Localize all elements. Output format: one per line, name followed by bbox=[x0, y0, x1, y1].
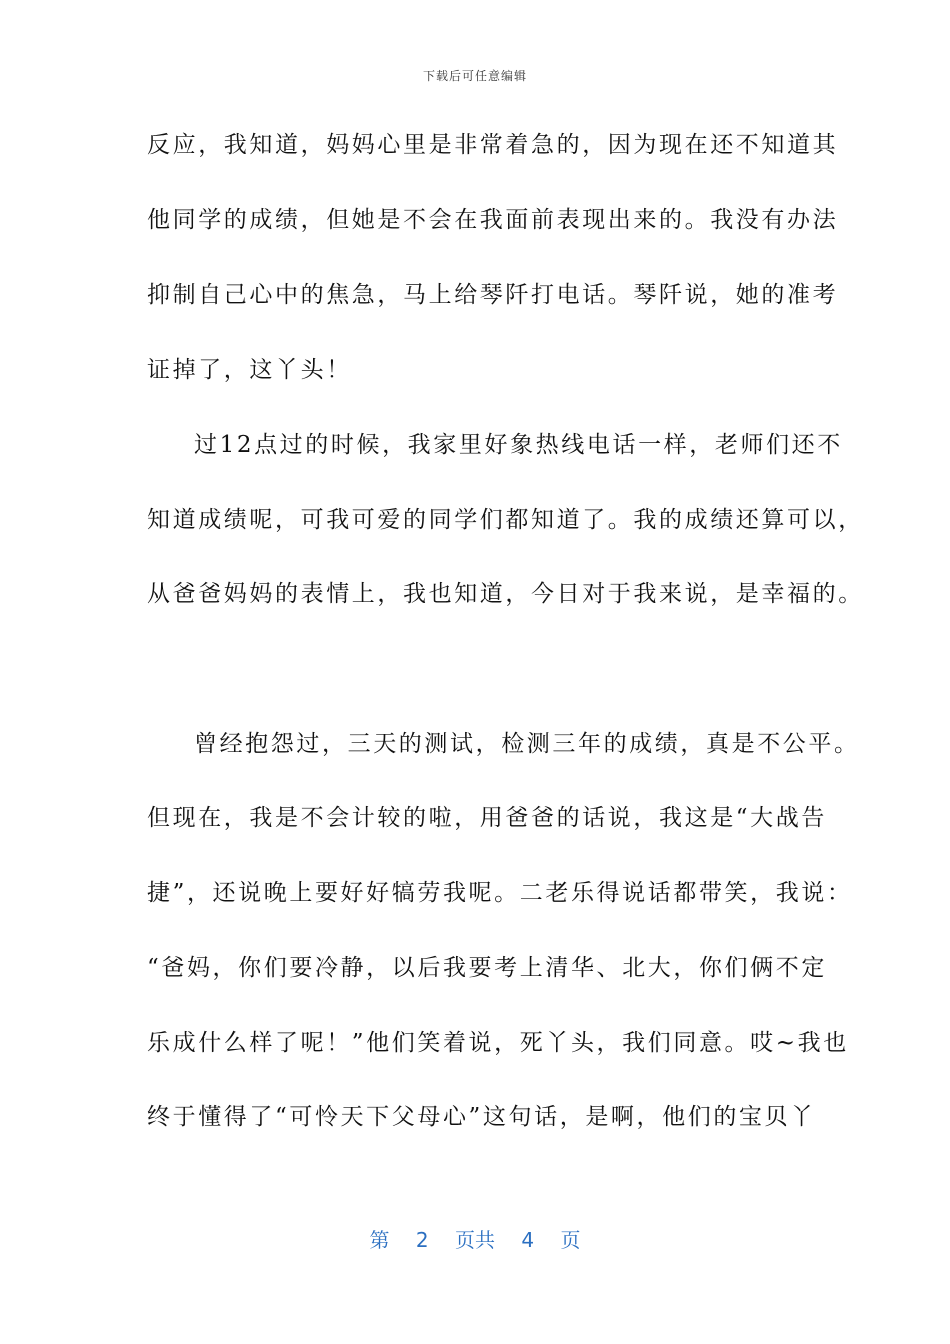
page-header: 下载后可任意编辑 bbox=[422, 69, 527, 83]
text-line: 反应，我知道，妈妈心里是非常着急的，因为现在还不知道其 bbox=[147, 132, 839, 158]
footer-middle: 页共 bbox=[455, 1228, 495, 1252]
text-line: “爸妈，你们要冷静，以后我要考上清华、北大，你们俩不定 bbox=[147, 955, 827, 981]
text-line: 捷”，还说晚上要好好犒劳我呢。二老乐得说话都带笑，我说： bbox=[147, 880, 853, 906]
paragraph-first-line: 过12点过的时候，我家里好象热线电话一样，老师们还不 bbox=[194, 432, 843, 458]
text-line: 知道成绩呢，可我可爱的同学们都知道了。我的成绩还算可以， bbox=[147, 507, 864, 533]
text-line: 抑制自己心中的焦急，马上给琴阡打电话。琴阡说，她的准考 bbox=[147, 282, 839, 308]
paragraph-first-line: 曾经抱怨过，三天的测试，检测三年的成绩，真是不公平。 bbox=[194, 731, 860, 757]
text-line: 证掉了，这丫头！ bbox=[147, 357, 352, 383]
footer-suffix: 页 bbox=[560, 1228, 581, 1252]
text-line: 终于懂得了“可怜天下父母心”这句话，是啊，他们的宝贝丫 bbox=[147, 1104, 816, 1130]
footer-page-number: 2 bbox=[415, 1228, 429, 1252]
text-line: 但现在，我是不会计较的啦，用爸爸的话说，我这是“大战告 bbox=[147, 805, 827, 831]
footer-total-pages: 4 bbox=[521, 1228, 535, 1252]
text-line: 乐成什么样了呢！”他们笑着说，死丫头，我们同意。哎~我也 bbox=[147, 1030, 849, 1056]
footer-prefix: 第 bbox=[369, 1228, 390, 1252]
page-footer bbox=[0, 1224, 950, 1253]
text-line: 他同学的成绩，但她是不会在我面前表现出来的。我没有办法 bbox=[147, 207, 839, 233]
text-line: 从爸爸妈妈的表情上，我也知道，今日对于我来说，是幸福的。 bbox=[147, 581, 864, 607]
